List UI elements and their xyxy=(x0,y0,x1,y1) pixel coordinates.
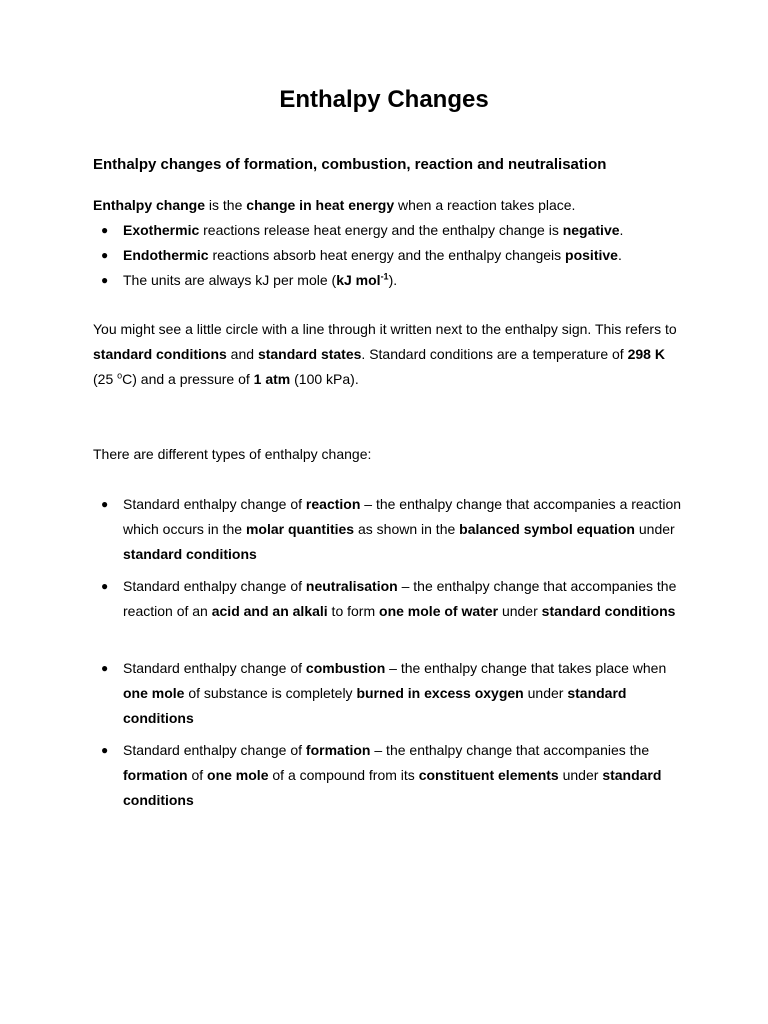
bullet-icon: ● xyxy=(101,273,109,287)
bullet-icon: ● xyxy=(101,497,109,511)
page-title: Enthalpy Changes xyxy=(279,86,489,113)
bullet-icon: ● xyxy=(101,743,109,757)
intro-term: Enthalpy change xyxy=(93,197,206,213)
list-item: ● Endothermic reactions absorb heat energy and the enthalpy changeis positive. xyxy=(93,243,683,268)
bullet-icon: ● xyxy=(101,661,109,675)
standard-conditions-paragraph: You might see a little circle with a line through it written next to the enthalpy sign. This refers to standard conditions and standard states. Standard conditions are a temperature of 298 K (25 $^o$C) and a pressure of 1 atm (100 kPa). xyxy=(93,321,677,387)
list-item: ● The units are always kJ per mole (kJ mol$^{-1}$). xyxy=(93,268,683,293)
list-item: ● Standard enthalpy change of combustion – the enthalpy change that takes place when one mole of substance is completely burned in excess oxygen under standard conditions xyxy=(93,656,683,731)
list-item: ● Standard enthalpy change of formation – the enthalpy change that accompanies the formation of one mole of a compound from its constituent elements under standard conditions xyxy=(93,738,683,813)
list-item: ● Standard enthalpy change of neutralisation – the enthalpy change that accompanies the reaction of an acid and an alkali to form one mole of water under standard conditions xyxy=(93,574,683,624)
bullet-icon: ● xyxy=(101,223,109,237)
bullet-icon: ● xyxy=(101,579,109,593)
bullet-icon: ● xyxy=(101,248,109,262)
list-item: ● Standard enthalpy change of reaction – the enthalpy change that accompanies a reaction which occurs in the molar quantities as shown in the balanced symbol equation under standard conditions xyxy=(93,492,683,567)
list-item: ● Exothermic reactions release heat energy and the enthalpy change is negative. xyxy=(93,218,683,243)
types-intro: There are different types of enthalpy change: xyxy=(93,446,372,462)
section-heading: Enthalpy changes of formation, combustion, reaction and neutralisation xyxy=(93,156,607,173)
intro-paragraph: Enthalpy change is the change in heat energy when a reaction takes place. xyxy=(93,197,576,213)
